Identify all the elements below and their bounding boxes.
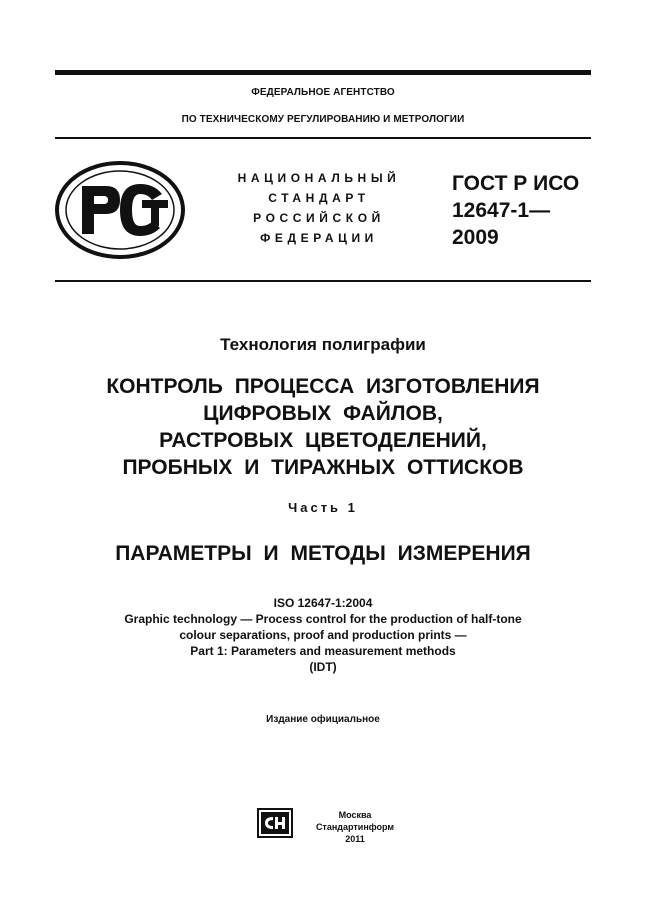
designation-rule	[55, 280, 591, 282]
main-title-line-2: ЦИФРОВЫХ ФАЙЛОВ,	[203, 402, 443, 425]
designation-line-1: ГОСТ Р ИСО	[452, 172, 580, 195]
publisher-city: Москва	[338, 810, 372, 820]
main-title-line-3: РАСТРОВЫХ ЦВЕТОДЕЛЕНИЙ,	[159, 429, 487, 452]
standard-type-line-1: НАЦИОНАЛЬНЫЙ	[237, 171, 401, 185]
standartinform-logo-icon	[257, 808, 293, 838]
subject-title: Технология полиграфии	[220, 335, 426, 354]
standard-type-line-3: РОССИЙСКОЙ	[253, 211, 385, 225]
designation-line-2: 12647-1—	[452, 199, 551, 222]
top-rule	[55, 70, 591, 75]
publisher-year: 2011	[345, 834, 365, 844]
standard-type-line-2: СТАНДАРТ	[268, 191, 370, 205]
main-title-line-4: ПРОБНЫХ И ТИРАЖНЫХ ОТТИСКОВ	[122, 456, 524, 479]
english-title-line-3: Part 1: Parameters and measurement methods	[190, 644, 456, 658]
agency-line-2: ПО ТЕХНИЧЕСКОМУ РЕГУЛИРОВАНИЮ И МЕТРОЛОГИИ	[181, 114, 465, 125]
agency-line-1: ФЕДЕРАЛЬНОЕ АГЕНТСТВО	[251, 87, 395, 98]
part-label: Часть 1	[288, 500, 358, 515]
english-title-line-2: colour separations, proof and production prints —	[179, 628, 467, 642]
main-title-line-1: КОНТРОЛЬ ПРОЦЕССА ИЗГОТОВЛЕНИЯ	[106, 375, 540, 398]
rst-certification-emblem-icon	[54, 160, 186, 260]
publisher-name: Стандартинформ	[315, 822, 395, 832]
part-title: ПАРАМЕТРЫ И МЕТОДЫ ИЗМЕРЕНИЯ	[115, 542, 531, 565]
identity-marker: (IDT)	[309, 660, 337, 674]
designation-line-3: 2009	[452, 226, 499, 249]
header-rule	[55, 137, 591, 139]
iso-number: ISO 12647-1:2004	[273, 596, 373, 610]
english-title-line-1: Graphic technology — Process control for the production of half-tone	[124, 612, 522, 626]
edition-label: Издание официальное	[266, 714, 380, 725]
standard-type-line-4: ФЕДЕРАЦИИ	[260, 231, 378, 245]
